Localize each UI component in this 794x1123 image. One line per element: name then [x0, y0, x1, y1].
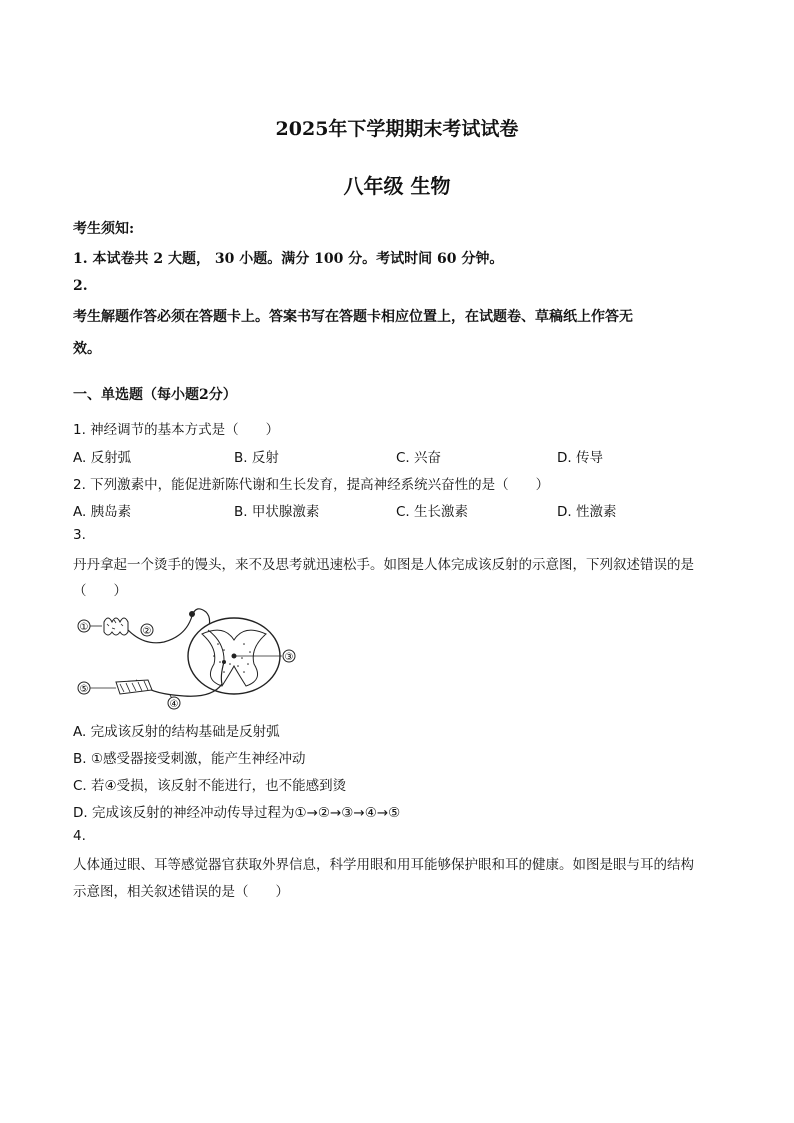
- reflex-arc-diagram: [74, 606, 304, 710]
- notice-item-2-number: 2.: [73, 278, 88, 294]
- question-4-number: 4.: [73, 828, 86, 844]
- notice-item-2-line-2: 效。: [73, 341, 101, 357]
- question-2-option-c: C. 生长激素: [396, 504, 469, 520]
- question-3-stem-line-2: （ ）: [73, 583, 127, 599]
- question-1-option-a: A. 反射弧: [73, 450, 132, 466]
- question-4-stem-line-2: 示意图，相关叙述错误的是（ ）: [73, 884, 289, 900]
- figure-label-5: ⑤: [79, 684, 89, 695]
- notice-item-1: 1. 本试卷共 2 大题， 30 小题。满分 100 分。考试时间 60 分钟。: [73, 251, 504, 267]
- question-1-option-c: C. 兴奋: [396, 450, 442, 466]
- section-heading: 一、单选题（每小题2分）: [73, 387, 237, 403]
- question-3-option-b: B. ①感受器接受刺激，能产生神经冲动: [73, 751, 306, 767]
- question-3-number: 3.: [73, 527, 86, 543]
- question-3-stem-line-1: 丹丹拿起一个烫手的馒头，来不及思考就迅速松手。如图是人体完成该反射的示意图，下列叙述错误的是: [73, 557, 694, 573]
- figure-label-3: ③: [284, 652, 294, 663]
- figure-label-4: ④: [169, 699, 179, 710]
- question-1-stem: 1. 神经调节的基本方式是（ ）: [73, 422, 280, 438]
- question-2-option-b: B. 甲状腺激素: [234, 504, 320, 520]
- question-2-option-a: A. 胰岛素: [73, 504, 132, 520]
- question-3-option-d: D. 完成该反射的神经冲动传导过程为①→②→③→④→⑤: [73, 805, 401, 821]
- question-2-stem: 2. 下列激素中，能促进新陈代谢和生长发育，提高神经系统兴奋性的是（ ）: [73, 477, 550, 493]
- ganglion-dot: [189, 611, 195, 617]
- exam-subtitle: 八年级 生物: [343, 174, 451, 198]
- question-3-option-a: A. 完成该反射的结构基础是反射弧: [73, 724, 280, 740]
- notice-item-2-line-1: 考生解题作答必须在答题卡上。答案书写在答题卡相应位置上，在试题卷、草稿纸上作答无: [73, 309, 633, 325]
- question-4-stem-line-1: 人体通过眼、耳等感觉器官获取外界信息，科学用眼和用耳能够保护眼和耳的健康。如图是眼与耳的结构: [73, 857, 694, 873]
- receptor-shape: [104, 618, 128, 635]
- figure-label-1: ①: [79, 622, 89, 633]
- question-1-option-b: B. 反射: [234, 450, 279, 466]
- question-2-option-d: D. 性激素: [557, 504, 617, 520]
- exam-title: 2025年下学期期末考试试卷: [275, 118, 519, 140]
- notice-heading: 考生须知:: [73, 221, 135, 237]
- question-3-option-c: C. 若④受损，该反射不能进行，也不能感到烫: [73, 778, 347, 794]
- question-1-option-d: D. 传导: [557, 450, 603, 466]
- figure-label-2: ②: [142, 626, 152, 637]
